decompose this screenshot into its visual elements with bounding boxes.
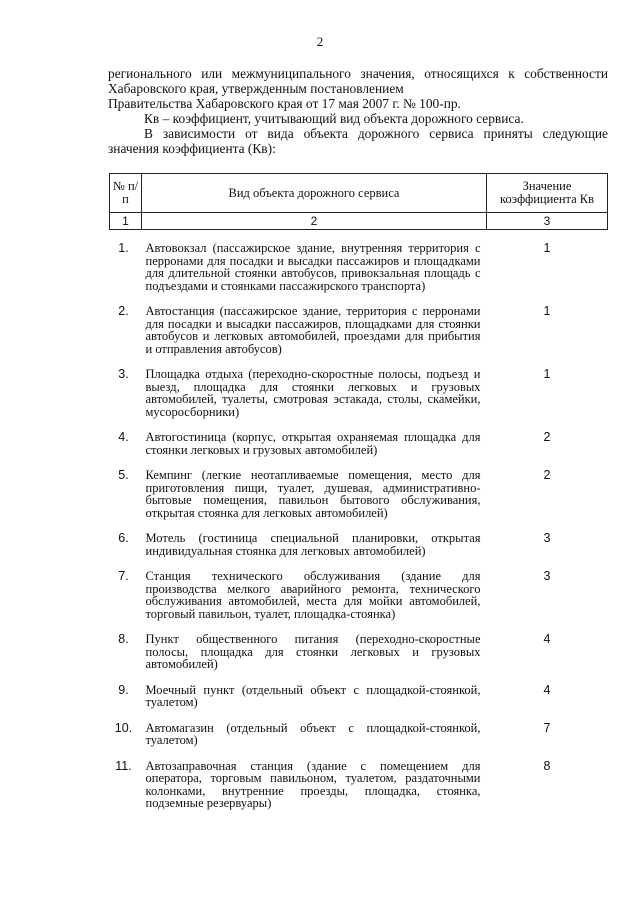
row-number: 6. (118, 531, 129, 545)
row-description: Автостанция (пассажирское здание, территория с перронами для посадки и высадки пассажиров, площадками для стоянки автобусов и легковых автомобилей, проездами для прибытия и отправления автобусов) (145, 304, 481, 356)
coefficient-table (109, 173, 608, 810)
row-coefficient: 4 (543, 632, 551, 646)
row-description: Кемпинг (легкие неотапливаемые помещения, место для приготовления пищи, туалет, душевая, административно-бытовые помещения, павильон бытового обслуживания, открытая стоянка для легковых автомобилей) (145, 468, 481, 520)
column-number-2: 2 (142, 213, 487, 230)
row-number: 8. (118, 632, 129, 646)
table-row (110, 760, 608, 810)
row-number: 5. (118, 468, 129, 482)
table-row (110, 305, 608, 355)
row-description: Автомагазин (отдельный объект с площадкой-стоянкой, туалетом) (145, 720, 481, 747)
row-number: 2. (118, 304, 129, 318)
row-description: Мотель (гостиница специальной планировки, открытая индивидуальная стоянка для легковых автомобилей) (145, 531, 481, 558)
row-description: Пункт общественного питания (переходно-скоростные полосы, площадка для стоянки легковых и грузовых автомобилей) (145, 632, 481, 671)
page-number: 2 (316, 34, 324, 49)
table-header-row (110, 174, 608, 213)
row-coefficient: 4 (543, 682, 551, 697)
intro-line-2: Правительства Хабаровского края от 17 мая 2007 г. № 100-пр. (108, 96, 461, 111)
row-description: Автогостиница (корпус, открытая охраняемая площадка для стоянки легковых и грузовых автомобилей) (145, 430, 481, 457)
table-row (110, 368, 608, 418)
row-coefficient: 7 (543, 720, 551, 735)
table-row (110, 532, 608, 557)
row-coefficient: 1 (543, 241, 551, 255)
row-number: 10. (114, 720, 133, 735)
row-coefficient: 8 (543, 758, 551, 773)
table-column-numbers-row (110, 213, 608, 230)
row-number: 11. (115, 758, 132, 773)
row-coefficient: 2 (543, 468, 551, 482)
table-row (110, 431, 608, 456)
row-coefficient: 1 (543, 304, 551, 318)
intro-text (108, 66, 608, 156)
header-value: Значение коэффициента Кв (487, 174, 608, 213)
kv-definition: Кв – коэффициент, учитывающий вид объекта дорожного сервиса. (144, 111, 524, 126)
row-description: Моечный пункт (отдельный объект с площадкой-стоянкой, туалетом) (145, 682, 481, 709)
row-coefficient: 2 (543, 430, 551, 444)
header-type: Вид объекта дорожного сервиса (142, 174, 487, 213)
row-number: 4. (118, 430, 129, 444)
table-body (110, 242, 608, 810)
table-row (110, 633, 608, 671)
row-description: Площадка отдыха (переходно-скоростные полосы, подъезд и выезд, площадка для стоянки легковых и грузовых автомобилей, туалеты, смотровая эстакада, столы, скамейки, мусоросборники) (145, 367, 481, 419)
row-number: 3. (118, 367, 129, 381)
table-row (110, 722, 608, 747)
row-coefficient: 1 (543, 367, 551, 381)
row-description: Автозаправочная станция (здание с помещением для оператора, торговым павильоном, туалетом, раздаточными колонками, внутренние проезды, площадка, стоянка, подземные резервуары) (145, 758, 481, 810)
column-number-3: 3 (487, 213, 608, 230)
table-row (110, 684, 608, 709)
row-number: 9. (118, 682, 129, 697)
header-num: № п/п (110, 174, 142, 213)
row-coefficient: 3 (543, 531, 551, 545)
column-number-1: 1 (110, 213, 142, 230)
row-description: Автовокзал (пассажирское здание, внутренняя территория с перронами для посадки и высадки пассажиров и площадками для длительной стоянки автобусов, привокзальная площадь с подъездами и стоянками пассажирского транспорта) (145, 241, 481, 293)
row-coefficient: 3 (543, 569, 551, 583)
table-row (110, 242, 608, 292)
row-number: 1. (118, 241, 129, 255)
intro-line-1: регионального или межмуниципального значения, относящихся к собственности Хабаровского края, утвержденным постановлением (108, 66, 608, 96)
table-row (110, 570, 608, 620)
table-row (110, 469, 608, 519)
row-number: 7. (118, 569, 129, 583)
intro-paragraph: В зависимости от вида объекта дорожного сервиса приняты следующие значения коэффициента (Кв): (108, 126, 608, 156)
row-description: Станция технического обслуживания (здание для производства мелкого аварийного ремонта, технического обслуживания автомобилей, места для мойки автомобилей, торговый павильон, туалет, площадка-стоянка) (145, 569, 481, 621)
